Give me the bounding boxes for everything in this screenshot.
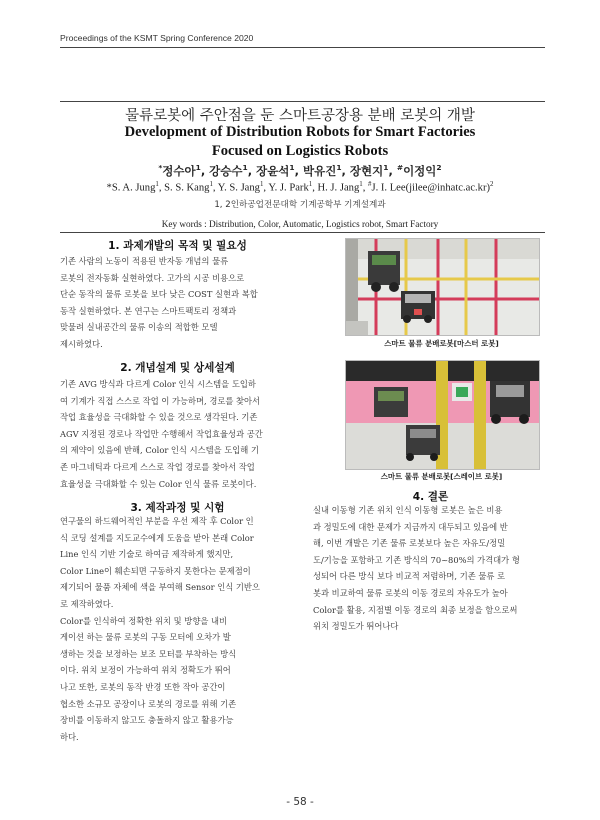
authors-english: *S. A. Jung$^1$, S. S. Kang$^1$, Y. S. Jang$^1$, Y. J. Park$^1$, H. J. Jang$^1$, #J. I. Lee(jilee@inhatc.ac.kr)$^2$ <box>106 181 494 194</box>
title-korean: 물류로봇에 주안점을 둔 스마트공장용 분배 로봇의 개발 <box>125 108 475 124</box>
authors-korean: *정수아$^1$, 강승수$^1$, 장윤석$^1$, 박유진$^1$, 장현지$^1$, #이정익$^2$ <box>158 163 442 178</box>
section4-body: 실내 이동형 기존 위치 인식 이동형 로봇은 높은 비용 과 정밀도에 대한 문제가 지금까지 대두되고 있음에 반 해, 이번 개발은 기존 물류 로봇보다 높은 자유도/정밀 도/기능을 포함하고 기존 방식의 70~80%의 가격대가 형 성되어 다른 방식 보다 비교적 저렴하며, 기존 물류 로 봇과 비교하여 물류 로봇의 이동 경로의 자유도가 높아 Color를 활용, 지점별 이동 경로의 최종 보정을 함으로써 위치 정밀도가 뛰어나다 <box>313 505 520 632</box>
title-english-line2: Focused on Logistics Robots <box>211 143 389 159</box>
page-number: - 58 - <box>286 796 314 808</box>
keywords: Key words : Distribution, Color, Automatic, Logistics robot, Smart Factory <box>161 219 439 229</box>
section3-body: 연구물의 하드웨어적인 부분을 우선 제작 후 Color 인 식 코딩 설계를 지도교수에게 도움을 받아 본래 Color Line 인식 기반 기술로 하여금 제작하게 했지만, Color Line이 훼손되면 구동하지 못한다는 문제점이 제기되어 물품 자체에 색을 부여해 Sensor 인식 기반으 로 제작하였다. Color를 인식하여 정확한 위치 및 방향을 내비 게이션 하는 물류 로봇의 구동 모터에 오차가 발 생하는 것을 보정하는 보조 모터를 부착하는 방식 이다. 위치 보정이 가능하여 위치 정확도가 뛰어 나고 또한, 로봇의 동작 반경 또한 작아 공간이 협소한 소규모 공장이나 로봇의 경로를 위해 기존 장비를 이동하지 않고도 충돌하지 않고 활용가능 하다. <box>60 516 260 742</box>
keywords-rule <box>60 232 545 233</box>
figure-master-robot <box>345 238 540 336</box>
figure-slave-robot <box>345 360 540 470</box>
title-rule <box>60 101 545 102</box>
proceedings-header: Proceedings of the KSMT Spring Conference 2020 <box>60 33 254 43</box>
section3-heading: 3. 제작과정 및 시험 <box>130 502 225 514</box>
master-robot-photo <box>346 239 539 335</box>
section2-body: 기존 AVG 방식과 다르게 Color 인식 시스템을 도입하 여 기계가 직접 스스로 작업 이 가능하며, 경로를 찾아서 작업 효율성을 극대화할 수 있을 것으로 생각된다. 기존 AGV 지정된 경로나 작업만 수행해서 작업효율성과 공간 의 제약이 있음에 반해, Color 인식 시스템을 도입해 기 존 마그네틱과 다르게 스스로 작업 경로를 찾아서 작업 효율성을 극대화할 수 있는 Color 인식 물류 로봇이다. <box>60 379 263 489</box>
figure2-caption: 스마트 물류 분배로봇[스레이브 로봇] <box>380 472 503 481</box>
title-english-line1: Development of Distribution Robots for Smart Factories <box>124 124 476 140</box>
section1-body: 기존 사람의 노동이 적용된 반자동 개념의 물류 로봇의 전자동화 실현하였다. 고가의 시공 비용으로 단순 동작의 물류 로봇을 보다 낮은 COST 실현과 복합 동작 실현하였다. 본 연구는 스마트팩토리 정책과 맞물려 실내공간의 물류 이송의 적합한 모델 제시하였다. <box>60 256 258 349</box>
figure1-caption: 스마트 물류 분배로봇[마스터 로봇] <box>384 339 499 348</box>
affiliation: 1, 2인하공업전문대학 기계공학부 기계설계과 <box>214 200 386 210</box>
slave-robot-photo <box>346 361 539 469</box>
section4-heading: 4. 결론 <box>412 491 449 503</box>
section1-heading: 1. 과제개발의 목적 및 필요성 <box>108 240 247 252</box>
header-rule-top <box>60 47 545 48</box>
section2-heading: 2. 개념설계 및 상세설계 <box>120 362 235 374</box>
